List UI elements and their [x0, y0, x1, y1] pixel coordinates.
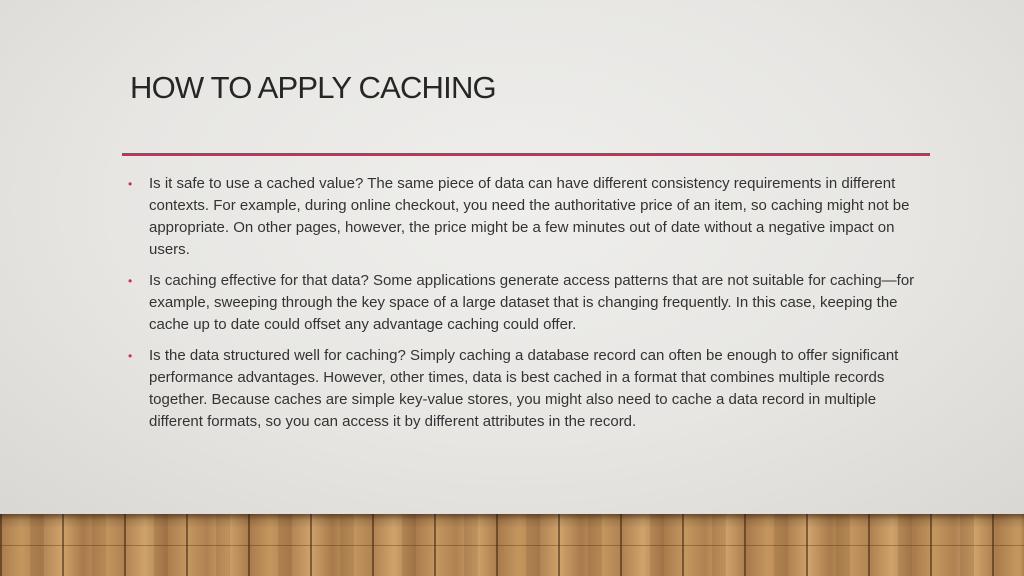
title-divider — [122, 153, 930, 156]
bullet-marker: • — [128, 177, 133, 191]
bullet-item-effective — [128, 270, 928, 336]
bullet-text: Is caching effective for that data? Some applications generate access patterns that are not suitable for caching—for example, sweeping through the key space of a large dataset that is changing frequently. In this case, keeping the cache up to date could offset any advantage caching could offer. — [149, 272, 915, 333]
bullet-marker: • — [128, 349, 133, 363]
bullet-text: Is the data structured well for caching? Simply caching a database record can often be enough to offer significant performance advantages. However, other times, data is best cached in a format that combines multiple records together. Because caches are simple key-value stores, you might also need to cache a data record in multiple different formats, so you can access it by different attributes in the record. — [149, 347, 899, 430]
bullet-list — [128, 173, 928, 442]
bullet-item-safe-to-use — [128, 173, 928, 261]
slide-title: HOW TO APPLY CACHING — [130, 70, 496, 105]
bullet-marker: • — [128, 274, 133, 288]
bullet-item-structured — [128, 345, 928, 433]
bullet-text: Is it safe to use a cached value? The same piece of data can have different consistency requirements in different contexts. For example, during online checkout, you need the authoritative price of an item, so caching might not be appropriate. On other pages, however, the price might be a few minutes out of date without a negative impact on users. — [149, 175, 910, 258]
floor-board-seam — [0, 545, 1024, 546]
